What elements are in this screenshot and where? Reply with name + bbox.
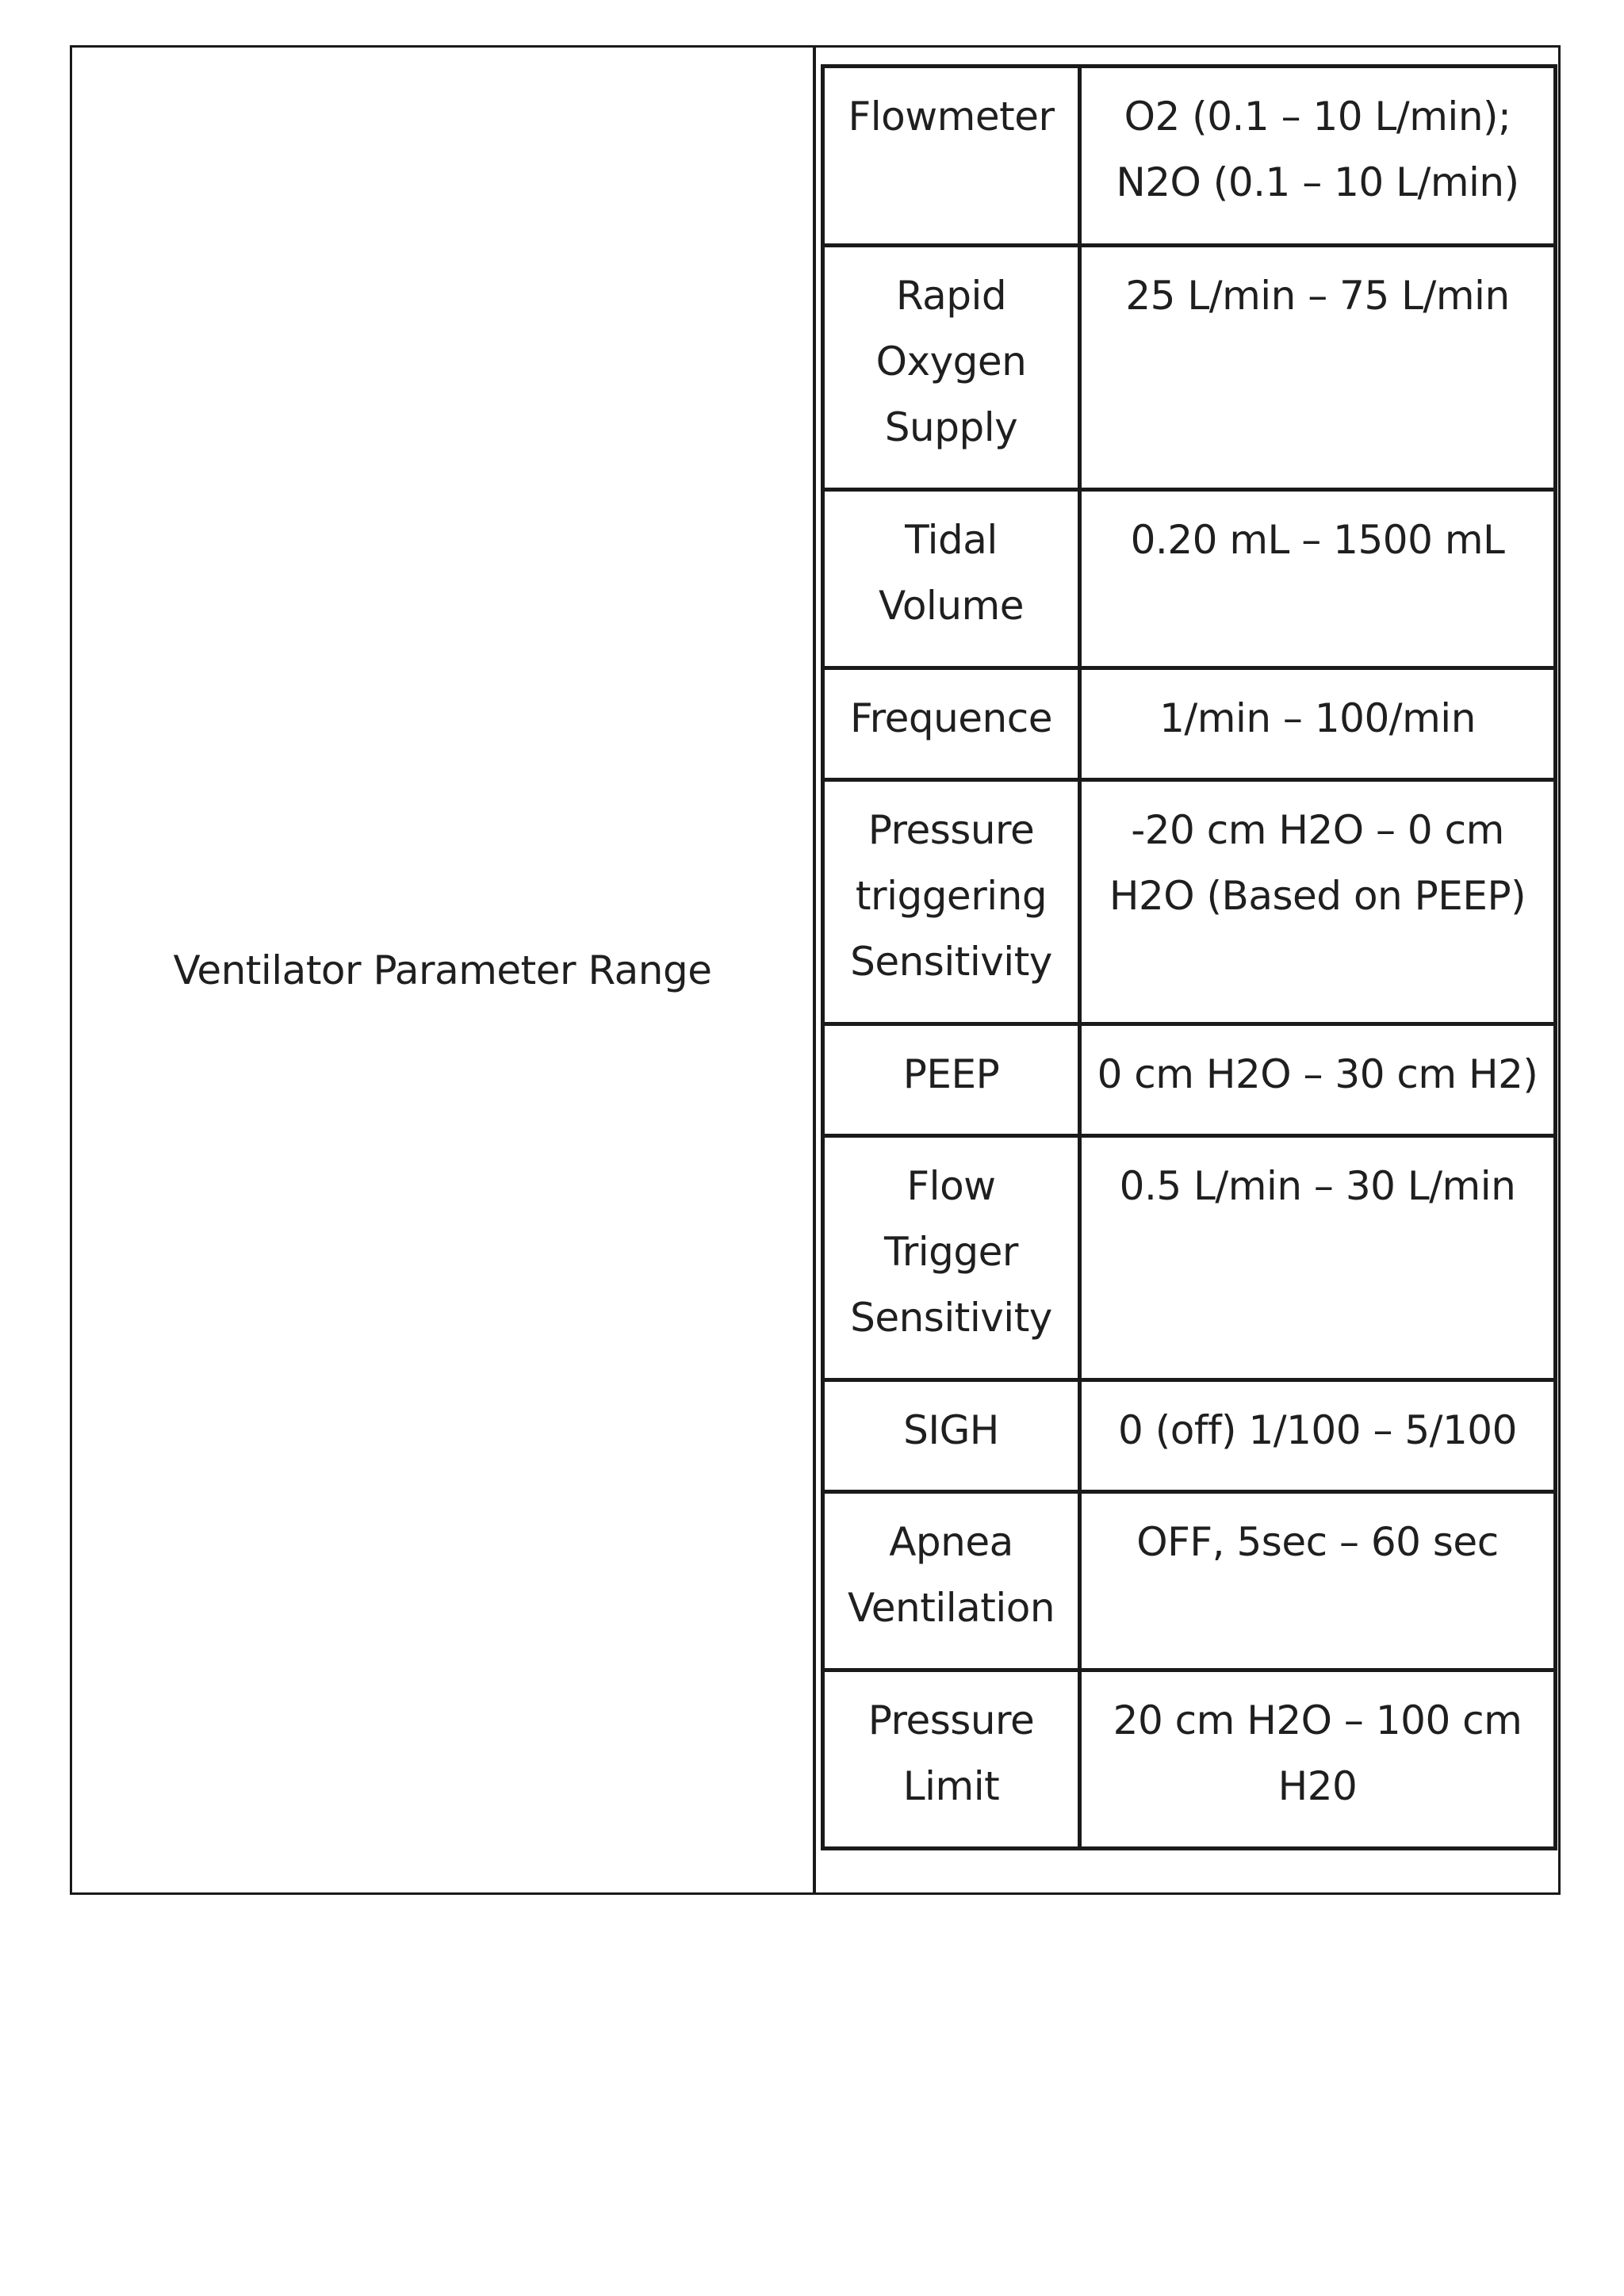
parameter-name: Apnea Ventilation: [823, 1492, 1080, 1670]
section-label-cell: [72, 48, 816, 1892]
parameter-range: 25 L/min – 75 L/min: [1080, 246, 1556, 490]
parameter-name: Rapid Oxygen Supply: [823, 246, 1080, 490]
parameter-range: O2 (0.1 – 10 L/min); N2O (0.1 – 10 L/min): [1080, 67, 1556, 246]
table-row: [823, 780, 1556, 1024]
parameter-name: Flow Trigger Sensitivity: [823, 1136, 1080, 1380]
parameter-name: Flowmeter: [823, 67, 1080, 246]
table-row: [823, 246, 1556, 490]
table-row: [823, 1492, 1556, 1670]
parameter-range: 20 cm H2O – 100 cm H20: [1080, 1670, 1556, 1849]
parameter-name: Frequence: [823, 668, 1080, 780]
ventilator-spec-table: [70, 45, 1561, 1895]
table-row: [823, 67, 1556, 246]
parameter-range: 1/min – 100/min: [1080, 668, 1556, 780]
parameter-name: Pressure triggering Sensitivity: [823, 780, 1080, 1024]
parameter-name: Pressure Limit: [823, 1670, 1080, 1849]
parameter-range: 0.20 mL – 1500 mL: [1080, 490, 1556, 668]
parameter-range: 0 cm H2O – 30 cm H2): [1080, 1024, 1556, 1136]
table-row: [823, 1136, 1556, 1380]
parameter-name: Tidal Volume: [823, 490, 1080, 668]
parameter-range: 0 (off) 1/100 – 5/100: [1080, 1380, 1556, 1492]
table-row: [823, 490, 1556, 668]
parameter-range: 0.5 L/min – 30 L/min: [1080, 1136, 1556, 1380]
parameter-cell: [816, 48, 1558, 1892]
section-label: Ventilator Parameter Range: [173, 947, 712, 993]
parameter-table: [821, 64, 1557, 1850]
parameter-name: SIGH: [823, 1380, 1080, 1492]
parameter-name: PEEP: [823, 1024, 1080, 1136]
parameter-range: OFF, 5sec – 60 sec: [1080, 1492, 1556, 1670]
table-row: [823, 1024, 1556, 1136]
parameter-range: -20 cm H2O – 0 cm H2O (Based on PEEP): [1080, 780, 1556, 1024]
table-row: [823, 1670, 1556, 1849]
table-row: [823, 668, 1556, 780]
table-row: [823, 1380, 1556, 1492]
